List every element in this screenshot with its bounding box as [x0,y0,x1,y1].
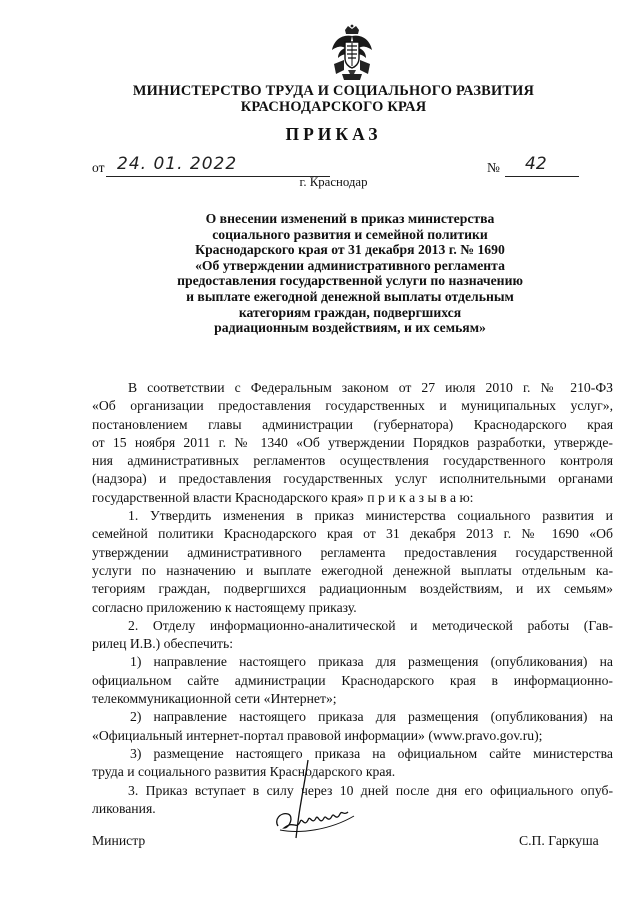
body-line: 2. Отделу информационно-аналитической и методической работы (Гав- [128,617,613,633]
body-line: тегориям граждан, подвергшихся радиационным воздействиям, и их семьям» [92,581,613,597]
city: г. Краснодар [299,175,368,189]
heading-line: радиационным воздействиям, и их семьям» [214,320,486,336]
body-line: официальном сайте администрации Краснодарского края в информационно- [92,672,613,688]
ministry-name-line1: МИНИСТЕРСТВО ТРУДА И СОЦИАЛЬНОГО РАЗВИТИЯ [132,83,535,99]
body-line: «Об организации предоставления государственных и муниципальных услуг», [92,398,613,414]
body-line: 3) размещение настоящего приказа на официальном сайте министерства [130,745,613,761]
order-title: ПРИКАЗ [285,124,382,144]
body-line: согласно приложению к настоящему приказу. [92,599,357,615]
heading-line: предоставления государственной услуги по назначению [177,273,523,289]
body-line: 1. Утвердить изменения в приказ министерства социального развития и [128,508,613,524]
body-line: труда и социального развития Краснодарского края. [92,764,396,780]
body-line: семейной политики Краснодарского края от 31 декабря 2013 г. № 1690 «Об [92,526,613,542]
handwritten-date: 24. 01. 2022 [117,154,238,174]
body-line: 1) направление настоящего приказа для размещения (опубликования) на [130,654,613,670]
heading-line: Краснодарского края от 31 декабря 2013 г. № 1690 [195,242,505,258]
body-line: 3. Приказ вступает в силу через 10 дней после дня его официального опуб- [128,782,613,798]
signer-name: С.П. Гаркуша [519,833,599,848]
heading-line: и выплате ежегодной денежной выплаты отдельным [186,288,514,304]
body-line: «Официальный интернет-портал правовой информации» (www.pravo.gov.ru); [92,727,543,743]
body-line: утверждении административного регламента предоставления государственной [92,544,613,560]
body-line: государственной власти Краснодарского края» п р и к а з ы в а ю: [92,489,474,505]
heading-line: «Об утверждении административного регламента [195,257,505,273]
body-line: В соответствии с Федеральным законом от 27 июля 2010 г. № 210-ФЗ [128,380,613,395]
body-line: ликования. [92,800,156,816]
body-line: услуги по назначению и выплате ежегодной денежной выплаты отдельным ка- [92,562,613,578]
order-heading [150,211,550,336]
heading-line: социального развития и семейной политики [212,226,488,242]
order-number-field [487,154,547,176]
body-line: телекоммуникационной сети «Интернет»; [92,691,337,707]
signer-position: Министр [92,833,146,848]
body-line: ния административных регламентов осуществления государственного контроля [92,453,613,469]
handwritten-number: 42 [525,154,547,174]
body-line: от 15 ноября 2011 г. № 1340 «Об утверждении Порядков разработки, утвержде- [92,434,613,450]
number-prefix: № [487,160,500,175]
order-body [92,379,613,818]
heading-line: О внесении изменений в приказ министерства [205,211,495,226]
body-line: 2) направление настоящего приказа для размещения (опубликования) на [130,709,613,725]
coat-of-arms-icon [330,24,374,82]
ministry-name-line2: КРАСНОДАРСКОГО КРАЯ [240,99,427,115]
heading-line: категориям граждан, подвергшихся [238,304,462,320]
body-line: рилец И.В.) обеспечить: [92,636,234,652]
order-date-field [92,154,238,176]
body-line: (надзора) и предоставления государственных услуг исполнительными органами [92,471,613,487]
handwritten-signature [270,756,370,846]
body-line: постановлением главы администрации (губернатора) Краснодарского края [92,416,613,432]
date-prefix: от [92,160,105,175]
